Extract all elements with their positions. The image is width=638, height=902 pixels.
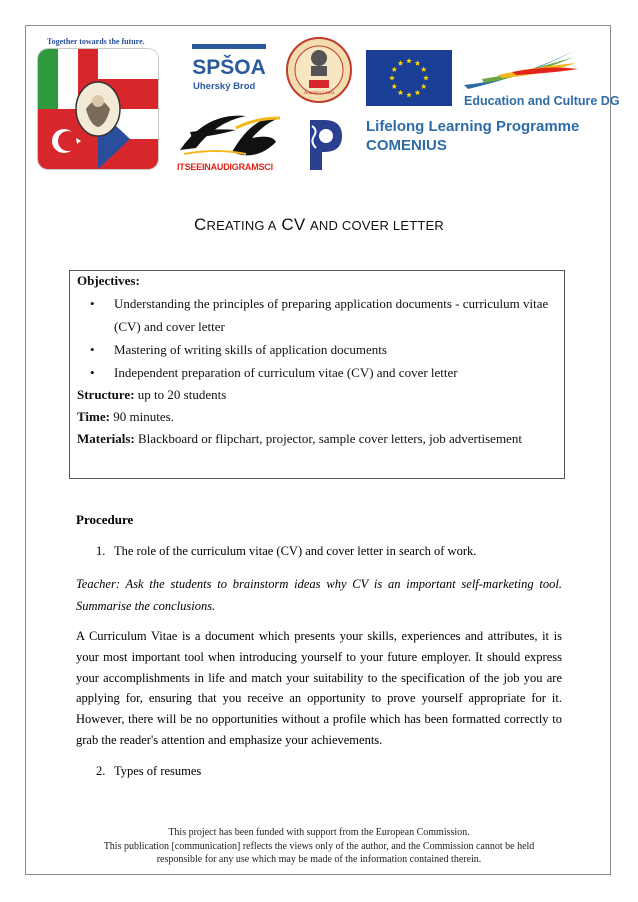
- footer-line-3: responsible for any use which may be made of the information contained therein.: [156, 854, 482, 865]
- partnership-caption: Together towards the future.: [47, 37, 145, 46]
- eg-school-name: ITSEEINAUDIGRAMSCI: [177, 162, 273, 172]
- eu-star-icon: [415, 90, 421, 95]
- lifelong-learning-label: [366, 117, 579, 155]
- eu-star-icon: [398, 60, 404, 65]
- eu-star-icon: [398, 90, 404, 95]
- anadolu-school-seal: [285, 36, 353, 104]
- time-value: 90 minutes.: [109, 409, 174, 424]
- cv-description-paragraph: A Curriculum Vitae is a document which presents your skills, experiences and attributes, it is your most important tool when introducing yourself to your future employer. It should express your accomplishments in life and match your suitability to the specification of the job you are applying for, ensuring that you receive an opportunity to prove yourself appropriate for it. However, there will be no opportunities without a profile which has been formatted correctly to grab the reader's attention and emphasize your achievements.: [76, 629, 562, 747]
- materials-label: Materials:: [77, 431, 135, 446]
- lifelong-learning-swoosh-icon: [462, 45, 582, 97]
- procedure-heading: Procedure: [76, 512, 134, 527]
- llp-line: Lifelong Learning Programme: [366, 118, 580, 135]
- objective-item: Mastering of writing skills of application documents: [114, 342, 387, 357]
- eu-star-icon: [421, 84, 427, 89]
- procedure-step-2: [96, 764, 201, 779]
- spsoa-wordmark: SPŠOA: [192, 56, 266, 79]
- eu-star-icon: [421, 67, 427, 72]
- partnership-flags-logo: [38, 49, 158, 169]
- eu-star-icon: [389, 75, 395, 80]
- objectives-box: [69, 270, 565, 479]
- procedure-step-1: [96, 544, 476, 559]
- funding-disclaimer: [40, 826, 598, 867]
- eu-star-icon: [415, 60, 421, 65]
- objectives-heading: Objectives:: [77, 273, 140, 288]
- footer-line-1: This project has been funded with support from the European Commission.: [168, 827, 470, 838]
- footer-line-2: This publication [communication] reflects the views only of the author, and the Commission cannot be held: [103, 840, 535, 852]
- eu-star-icon: [391, 67, 397, 72]
- seal-text: Anadolu Lisesi: [303, 91, 335, 96]
- structure-value: up to 20 students: [134, 387, 227, 402]
- structure-label: Structure:: [77, 387, 135, 402]
- document-title: [0, 215, 638, 235]
- time-line: [77, 409, 174, 425]
- bullet-icon: •: [90, 296, 95, 311]
- eu-star-icon: [391, 84, 397, 89]
- step-text: The role of the curriculum vitae (CV) and cover letter in search of work.: [114, 544, 477, 558]
- teacher-instruction: Teacher: Ask the students to brainstorm ideas why CV is an important self-marketing tool. Summarise the conclusions.: [76, 577, 562, 613]
- eu-star-icon: [406, 92, 412, 97]
- materials-line: [77, 431, 522, 447]
- title-cv: CV: [281, 215, 306, 234]
- title-initial: C: [194, 215, 207, 234]
- title-smallcaps-2: AND COVER LETTER: [310, 218, 444, 233]
- comenius-line: COMENIUS: [366, 137, 447, 154]
- education-culture-label: Education and Culture DG: [464, 94, 620, 108]
- spsoa-place: Uherský Brod: [193, 81, 256, 92]
- eu-flag-icon: [366, 50, 452, 106]
- eu-star-icon: [423, 75, 429, 80]
- title-smallcaps-1: REATING A: [206, 218, 277, 233]
- step-text: Types of resumes: [114, 764, 202, 778]
- step-number: 1.: [96, 544, 106, 558]
- objective-item: Independent preparation of curriculum vitae (CV) and cover letter: [114, 365, 458, 380]
- step-number: 2.: [96, 764, 106, 778]
- bullet-icon: •: [90, 365, 95, 380]
- eu-star-icon: [406, 58, 412, 63]
- objective-item: Understanding the principles of preparing application documents - curriculum vitae (CV) and cover letter: [114, 296, 549, 334]
- structure-line: [77, 387, 226, 403]
- time-label: Time:: [77, 409, 110, 424]
- bullet-icon: •: [90, 342, 95, 357]
- materials-value: Blackboard or flipchart, projector, sample cover letters, job advertisement: [134, 431, 522, 446]
- paderewski-school-logo: [294, 116, 344, 174]
